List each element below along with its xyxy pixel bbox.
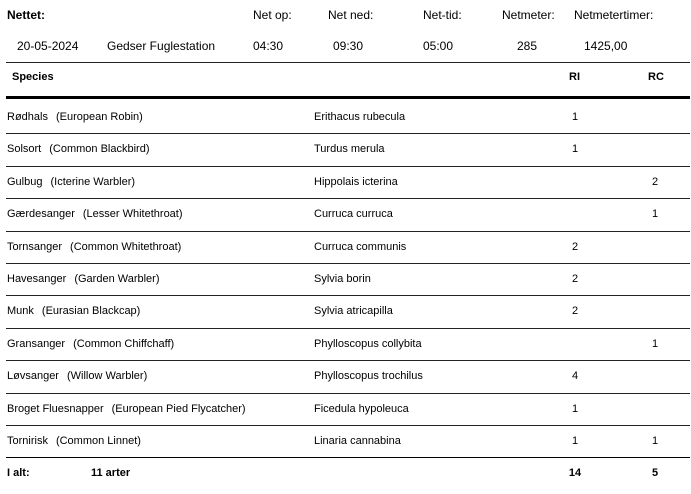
ri-count: 2 — [571, 241, 579, 253]
species-danish-name: Havesanger — [7, 273, 67, 285]
species-danish-name: Rødhals — [7, 111, 48, 123]
netmeter-label: Netmeter: — [502, 8, 555, 22]
net-ned-label: Net ned: — [328, 8, 374, 22]
column-header-ri: RI — [569, 71, 580, 83]
row-divider — [6, 263, 690, 264]
species-common-name — [7, 241, 181, 253]
row-divider — [6, 360, 690, 361]
total-label: I alt: — [7, 467, 30, 479]
row-divider — [6, 328, 690, 329]
row-divider — [6, 425, 690, 426]
species-latin-name: Turdus merula — [314, 143, 385, 155]
rc-count: 1 — [651, 435, 659, 447]
species-latin-name: Linaria cannabina — [314, 435, 401, 447]
species-english-name: (Common Blackbird) — [49, 143, 150, 155]
ri-count: 2 — [571, 305, 579, 317]
column-header-species: Species — [12, 71, 54, 83]
species-common-name — [7, 435, 141, 447]
species-latin-name: Hippolais icterina — [314, 176, 398, 188]
species-latin-name: Curruca communis — [314, 241, 407, 253]
ri-count: 1 — [571, 403, 579, 415]
species-latin-name: Ficedula hypoleuca — [314, 403, 409, 415]
header-divider — [6, 62, 690, 63]
species-danish-name: Gærdesanger — [7, 208, 75, 220]
net-tid-value: 05:00 — [423, 39, 454, 53]
species-latin-name: Erithacus rubecula — [314, 111, 406, 123]
ri-count: 1 — [571, 435, 579, 447]
ri-count: 4 — [571, 370, 579, 382]
species-danish-name: Broget Fluesnapper — [7, 403, 104, 415]
species-common-name — [7, 403, 246, 415]
species-english-name: (Common Whitethroat) — [70, 241, 182, 253]
netmetertimer-label: Netmetertimer: — [574, 8, 654, 22]
species-danish-name: Gulbug — [7, 176, 43, 188]
station-value: Gedser Fuglestation — [107, 39, 216, 53]
species-count: 11 arter — [91, 467, 131, 479]
species-common-name — [7, 370, 147, 382]
total-rc: 5 — [651, 467, 659, 479]
species-latin-name: Phylloscopus collybita — [314, 338, 422, 350]
species-danish-name: Tornirisk — [7, 435, 48, 447]
species-common-name — [7, 143, 150, 155]
species-english-name: (Icterine Warbler) — [50, 176, 136, 188]
rc-count: 1 — [651, 338, 659, 350]
species-english-name: (Eurasian Blackcap) — [41, 305, 141, 317]
species-danish-name: Tornsanger — [7, 241, 63, 253]
species-common-name — [7, 338, 174, 350]
column-header-divider — [6, 96, 690, 99]
species-latin-name: Curruca curruca — [314, 208, 393, 220]
total-ri: 14 — [568, 467, 582, 479]
net-tid-label: Net-tid: — [423, 8, 462, 22]
nettet-label: Nettet: — [7, 8, 45, 22]
row-divider — [6, 457, 690, 458]
species-danish-name: Munk — [7, 305, 34, 317]
species-danish-name: Solsort — [7, 143, 42, 155]
species-english-name: (European Pied Flycatcher) — [111, 403, 246, 415]
rc-count: 1 — [651, 208, 659, 220]
species-danish-name: Løvsanger — [7, 370, 59, 382]
species-latin-name: Sylvia borin — [314, 273, 371, 285]
species-english-name: (Lesser Whitethroat) — [82, 208, 183, 220]
net-op-value: 04:30 — [253, 39, 284, 53]
species-latin-name: Sylvia atricapilla — [314, 305, 393, 317]
species-danish-name: Gransanger — [7, 338, 66, 350]
species-english-name: (European Robin) — [55, 111, 143, 123]
species-english-name: (Common Linnet) — [55, 435, 141, 447]
row-divider — [6, 198, 690, 199]
row-divider — [6, 393, 690, 394]
rc-count: 2 — [651, 176, 659, 188]
netmeter-value: 285 — [517, 39, 538, 53]
species-common-name — [7, 273, 160, 285]
species-common-name — [7, 111, 143, 123]
net-op-label: Net op: — [253, 8, 292, 22]
row-divider — [6, 231, 690, 232]
ri-count: 1 — [571, 111, 579, 123]
net-ned-value: 09:30 — [333, 39, 364, 53]
row-divider — [6, 295, 690, 296]
netmetertimer-value: 1425,00 — [584, 39, 628, 53]
ri-count: 1 — [571, 143, 579, 155]
column-header-rc: RC — [648, 71, 664, 83]
species-common-name — [7, 305, 140, 317]
species-english-name: (Garden Warbler) — [74, 273, 160, 285]
date-value: 20-05-2024 — [17, 39, 79, 53]
species-latin-name: Phylloscopus trochilus — [314, 370, 423, 382]
ri-count: 2 — [571, 273, 579, 285]
species-common-name — [7, 176, 135, 188]
species-common-name — [7, 208, 183, 220]
row-divider — [6, 166, 690, 167]
species-english-name: (Common Chiffchaff) — [73, 338, 175, 350]
species-english-name: (Willow Warbler) — [66, 370, 148, 382]
row-divider — [6, 133, 690, 134]
